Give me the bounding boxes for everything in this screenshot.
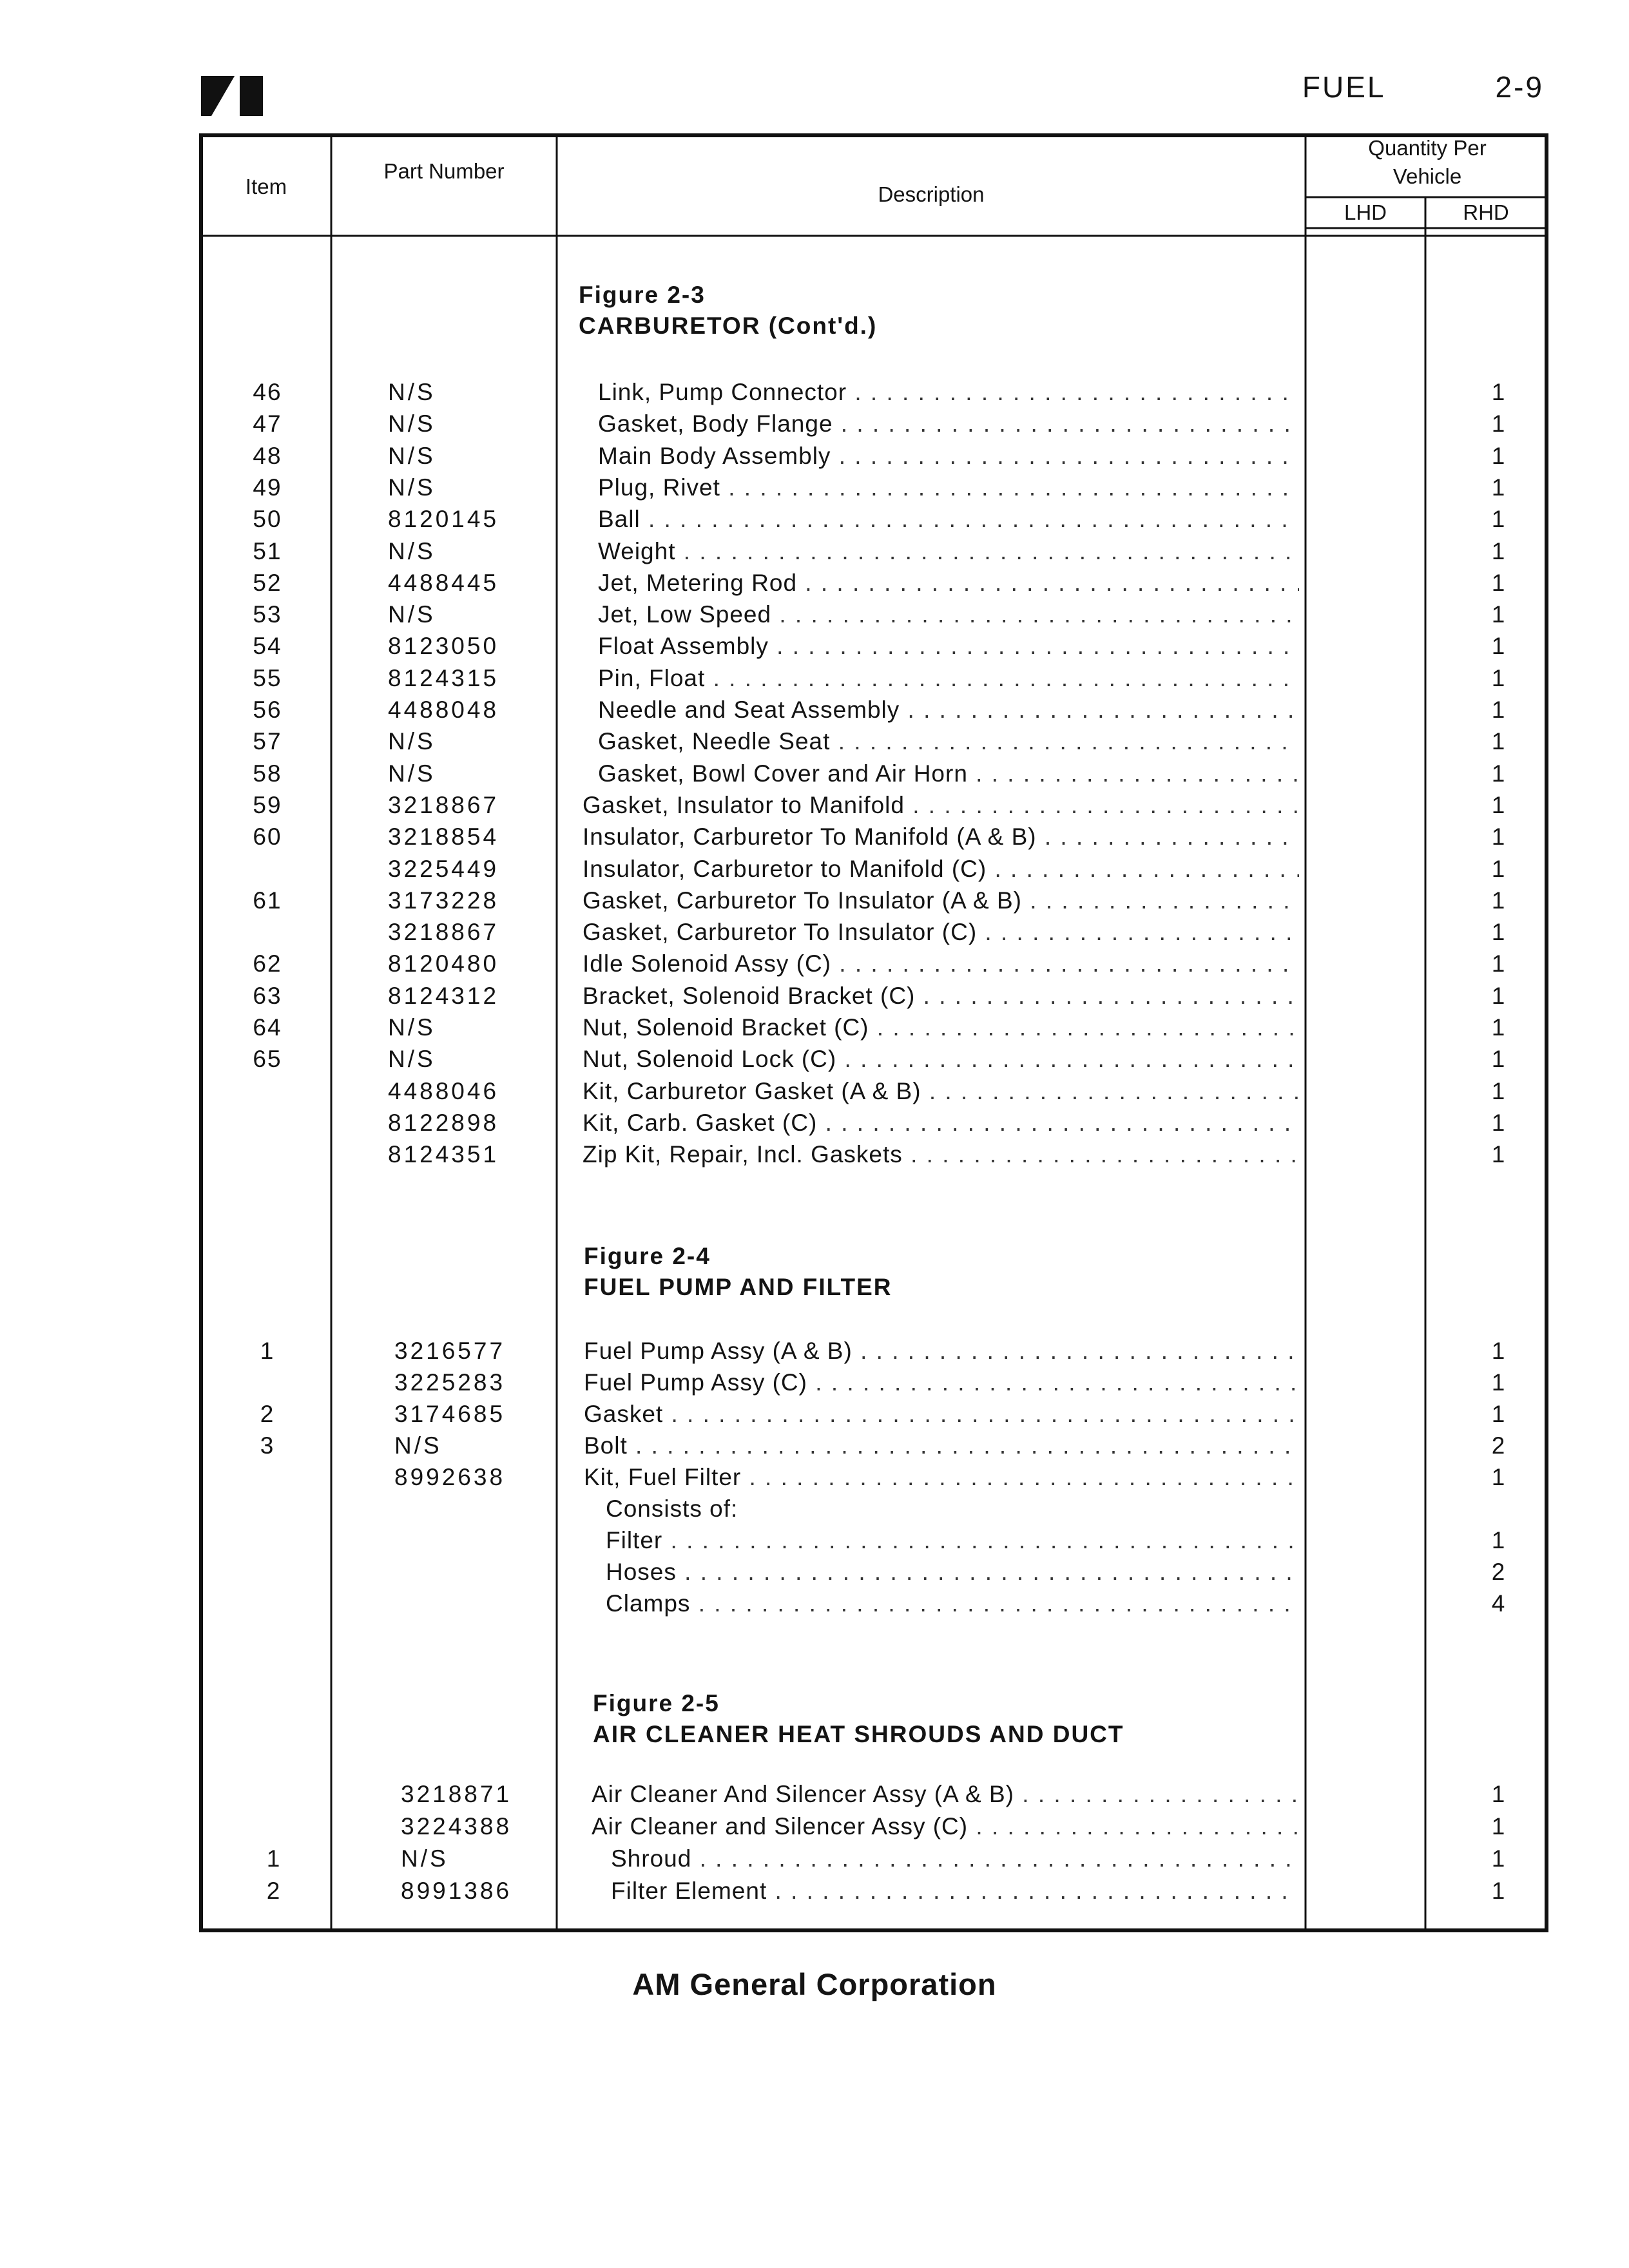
figure-title: CARBURETOR (Cont'd.) <box>579 312 878 339</box>
table-row <box>193 1401 1556 1432</box>
table-row <box>193 760 1556 792</box>
item-number: 49 <box>253 474 282 501</box>
part-description: Gasket . . . <box>584 1401 1299 1428</box>
part-description: Idle Solenoid Assy (C) . . . <box>583 950 1299 977</box>
quantity-rhd: 1 <box>1491 1845 1505 1872</box>
figure-title: FUEL PUMP AND FILTER <box>584 1274 892 1300</box>
part-description: Gasket, Carburetor To Insulator (A & B) . . . <box>583 887 1299 914</box>
item-number: 55 <box>253 664 282 691</box>
quantity-rhd: 1 <box>1491 1109 1505 1136</box>
table-row <box>193 1464 1556 1495</box>
figure-number: Figure 2-5 <box>593 1690 720 1716</box>
quantity-rhd: 2 <box>1491 1559 1505 1585</box>
part-number: 3173228 <box>388 887 499 914</box>
table-row <box>193 983 1556 1014</box>
part-description: Air Cleaner And Silencer Assy (A & B) . . . <box>592 1781 1299 1808</box>
part-number: 8124315 <box>388 664 499 691</box>
quantity-rhd: 1 <box>1491 1878 1505 1904</box>
part-number: 4488445 <box>388 569 499 596</box>
part-number: 3174685 <box>394 1401 506 1427</box>
part-description: Float Assembly . . . <box>598 633 1299 660</box>
quantity-rhd: 1 <box>1491 1077 1505 1104</box>
quantity-rhd: 1 <box>1491 1813 1505 1840</box>
table-row <box>193 950 1556 982</box>
item-number: 47 <box>253 410 282 437</box>
table-row <box>193 538 1556 570</box>
parts-table <box>193 126 1556 1934</box>
item-number: 2 <box>260 1401 275 1427</box>
table-row <box>193 633 1556 664</box>
table-row <box>193 1845 1556 1877</box>
quantity-rhd: 1 <box>1491 506 1505 533</box>
part-description: Gasket, Bowl Cover and Air Horn . . . <box>598 760 1299 787</box>
quantity-rhd: 1 <box>1491 1369 1505 1396</box>
quantity-rhd: 1 <box>1491 1464 1505 1490</box>
table-row <box>193 1141 1556 1173</box>
part-number: 3218867 <box>388 919 499 946</box>
table-row <box>193 697 1556 728</box>
table-row <box>193 601 1556 633</box>
part-number: 8992638 <box>394 1464 506 1490</box>
quantity-rhd: 1 <box>1491 855 1505 882</box>
figure-number: Figure 2-4 <box>584 1243 711 1269</box>
table-row <box>193 1527 1556 1559</box>
item-number: 63 <box>253 982 282 1009</box>
table-row <box>193 570 1556 601</box>
part-number: N/S <box>388 410 436 437</box>
quantity-rhd: 1 <box>1491 379 1505 405</box>
item-number: 3 <box>260 1432 275 1459</box>
item-number: 53 <box>253 601 282 628</box>
quantity-rhd: 1 <box>1491 633 1505 660</box>
part-description: Fuel Pump Assy (C) . . . <box>584 1369 1299 1396</box>
part-description: Needle and Seat Assembly . . . <box>598 697 1299 724</box>
part-description: Jet, Low Speed . . . <box>598 601 1299 628</box>
quantity-rhd: 1 <box>1491 697 1505 723</box>
part-number: 8120480 <box>388 950 499 977</box>
item-number: 2 <box>266 1878 282 1904</box>
item-number: 50 <box>253 506 282 533</box>
part-number: 4488046 <box>388 1077 499 1104</box>
part-description: Filter . . . <box>606 1527 1299 1554</box>
item-number: 54 <box>253 633 282 660</box>
table-row <box>193 379 1556 410</box>
quantity-rhd: 1 <box>1491 1527 1505 1553</box>
part-description: Shroud . . . <box>611 1845 1299 1872</box>
part-number: N/S <box>388 474 436 501</box>
table-row <box>193 443 1556 474</box>
part-number: N/S <box>388 379 436 405</box>
quantity-rhd: 2 <box>1491 1432 1505 1459</box>
quantity-rhd: 1 <box>1491 791 1505 818</box>
quantity-rhd: 1 <box>1491 474 1505 501</box>
part-number: N/S <box>394 1432 442 1459</box>
quantity-rhd: 4 <box>1491 1590 1505 1617</box>
column-header-rhd: RHD <box>1463 200 1509 224</box>
part-number: 8124351 <box>388 1141 499 1168</box>
part-number: 3216577 <box>394 1338 506 1364</box>
table-row <box>193 919 1556 950</box>
item-number: 52 <box>253 569 282 596</box>
table-row <box>193 1338 1556 1369</box>
part-description: Kit, Carb. Gasket (C) . . . <box>583 1110 1299 1137</box>
part-description: Gasket, Needle Seat . . . <box>598 728 1299 755</box>
figure-heading <box>579 280 877 341</box>
part-number: N/S <box>388 1014 436 1041</box>
part-description: Hoses . . . <box>606 1559 1299 1586</box>
quantity-rhd: 1 <box>1491 537 1505 564</box>
part-number: 8120145 <box>388 506 499 533</box>
part-description: Jet, Metering Rod . . . <box>598 570 1299 597</box>
part-number: 3225449 <box>388 855 499 882</box>
quantity-rhd: 1 <box>1491 1141 1505 1168</box>
part-number: 8123050 <box>388 633 499 660</box>
table-row <box>193 856 1556 887</box>
part-number: N/S <box>388 442 436 469</box>
column-header-quantity: Quantity Per Vehicle <box>1368 136 1487 188</box>
item-number: 48 <box>253 442 282 469</box>
item-number: 51 <box>253 537 282 564</box>
table-row <box>193 1878 1556 1909</box>
item-number: 57 <box>253 728 282 755</box>
part-number: 8991386 <box>401 1878 512 1904</box>
part-number: 3218854 <box>388 823 499 850</box>
part-description: Nut, Solenoid Lock (C) . . . <box>583 1046 1299 1073</box>
part-number: 4488048 <box>388 697 499 723</box>
part-description: Nut, Solenoid Bracket (C) . . . <box>583 1014 1299 1041</box>
table-row <box>193 728 1556 760</box>
quantity-rhd: 1 <box>1491 887 1505 914</box>
item-number: 56 <box>253 697 282 723</box>
part-description: Link, Pump Connector . . . <box>598 379 1299 406</box>
part-description: Pin, Float . . . <box>598 665 1299 692</box>
part-description: Zip Kit, Repair, Incl. Gaskets . . . <box>583 1141 1299 1168</box>
quantity-rhd: 1 <box>1491 601 1505 628</box>
part-number: 3224388 <box>401 1813 512 1840</box>
part-description: Gasket, Insulator to Manifold . . . <box>583 792 1299 819</box>
part-description: Insulator, Carburetor To Manifold (A & B) . . . <box>583 823 1299 850</box>
quantity-rhd: 1 <box>1491 982 1505 1009</box>
am-general-logo <box>201 76 263 116</box>
table-row <box>193 1559 1556 1590</box>
part-description: Main Body Assembly . . . <box>598 443 1299 470</box>
table-row <box>193 1014 1556 1046</box>
part-description: Insulator, Carburetor to Manifold (C) . . . <box>583 856 1299 883</box>
table-row <box>193 1078 1556 1110</box>
item-number: 58 <box>253 760 282 787</box>
section-title: FUEL <box>1302 70 1386 104</box>
part-description: Plug, Rivet . . . <box>598 474 1299 501</box>
table-row <box>193 823 1556 855</box>
column-header-item: Item <box>245 175 287 198</box>
part-number: 8124312 <box>388 982 499 1009</box>
table-row <box>193 506 1556 537</box>
quantity-rhd: 1 <box>1491 950 1505 977</box>
item-number: 46 <box>253 379 282 405</box>
part-number: 3225283 <box>394 1369 506 1396</box>
item-number: 60 <box>253 823 282 850</box>
part-description: Kit, Fuel Filter . . . <box>584 1464 1299 1491</box>
table-row <box>193 1110 1556 1141</box>
quantity-rhd: 1 <box>1491 1046 1505 1073</box>
figure-number: Figure 2-3 <box>579 282 706 308</box>
item-number: 62 <box>253 950 282 977</box>
table-row <box>193 1590 1556 1622</box>
quantity-rhd: 1 <box>1491 442 1505 469</box>
part-description: Gasket, Body Flange . . . <box>598 410 1299 437</box>
table-row <box>193 665 1556 697</box>
table-row <box>193 1781 1556 1812</box>
part-description: Fuel Pump Assy (A & B) . . . <box>584 1338 1299 1365</box>
quantity-rhd: 1 <box>1491 1338 1505 1364</box>
part-number: N/S <box>388 1046 436 1073</box>
column-header-part-number: Part Number <box>383 159 505 183</box>
quantity-rhd: 1 <box>1491 823 1505 850</box>
table-row <box>193 410 1556 442</box>
figure-heading <box>593 1688 1124 1750</box>
table-row <box>193 474 1556 506</box>
table-row <box>193 887 1556 919</box>
column-header-lhd: LHD <box>1344 200 1387 224</box>
item-number: 59 <box>253 791 282 818</box>
page-number: 2-9 <box>1495 70 1544 104</box>
part-number: N/S <box>388 760 436 787</box>
item-number: 65 <box>253 1046 282 1073</box>
quantity-rhd: 1 <box>1491 1014 1505 1041</box>
part-description: Kit, Carburetor Gasket (A & B) . . . <box>583 1078 1299 1105</box>
part-number: N/S <box>401 1845 448 1872</box>
part-number: N/S <box>388 728 436 755</box>
part-description: Bracket, Solenoid Bracket (C) . . . <box>583 983 1299 1010</box>
part-number: N/S <box>388 601 436 628</box>
quantity-rhd: 1 <box>1491 728 1505 755</box>
part-number: N/S <box>388 537 436 564</box>
figure-title: AIR CLEANER HEAT SHROUDS AND DUCT <box>593 1721 1124 1747</box>
footer-company: AM General Corporation <box>632 1967 997 2001</box>
page-header <box>1302 70 1544 104</box>
item-number: 61 <box>253 887 282 914</box>
quantity-rhd: 1 <box>1491 664 1505 691</box>
table-row <box>193 1495 1556 1527</box>
item-number: 64 <box>253 1014 282 1041</box>
quantity-rhd: 1 <box>1491 1401 1505 1427</box>
part-number: 3218871 <box>401 1781 512 1807</box>
item-number: 1 <box>266 1845 282 1872</box>
table-row <box>193 792 1556 823</box>
quantity-rhd: 1 <box>1491 1781 1505 1807</box>
part-description: Bolt . . . <box>584 1432 1299 1459</box>
part-description: Air Cleaner and Silencer Assy (C) . . . <box>592 1813 1299 1840</box>
table-row <box>193 1046 1556 1077</box>
quantity-rhd: 1 <box>1491 919 1505 946</box>
part-description: Ball . . . <box>598 506 1299 533</box>
item-number: 1 <box>260 1338 275 1364</box>
column-header-description: Description <box>878 182 985 206</box>
table-row <box>193 1369 1556 1401</box>
figure-heading <box>584 1241 892 1303</box>
part-description: Weight . . . <box>598 538 1299 565</box>
part-description: Filter Element . . . <box>611 1878 1299 1905</box>
quantity-rhd: 1 <box>1491 760 1505 787</box>
table-row <box>193 1432 1556 1464</box>
part-description: Clamps . . . <box>606 1590 1299 1617</box>
table-row <box>193 1813 1556 1845</box>
quantity-rhd: 1 <box>1491 569 1505 596</box>
part-number: 8122898 <box>388 1109 499 1136</box>
part-description: Gasket, Carburetor To Insulator (C) . . . <box>583 919 1299 946</box>
part-number: 3218867 <box>388 791 499 818</box>
quantity-rhd: 1 <box>1491 410 1505 437</box>
part-description: Consists of: <box>606 1495 738 1522</box>
